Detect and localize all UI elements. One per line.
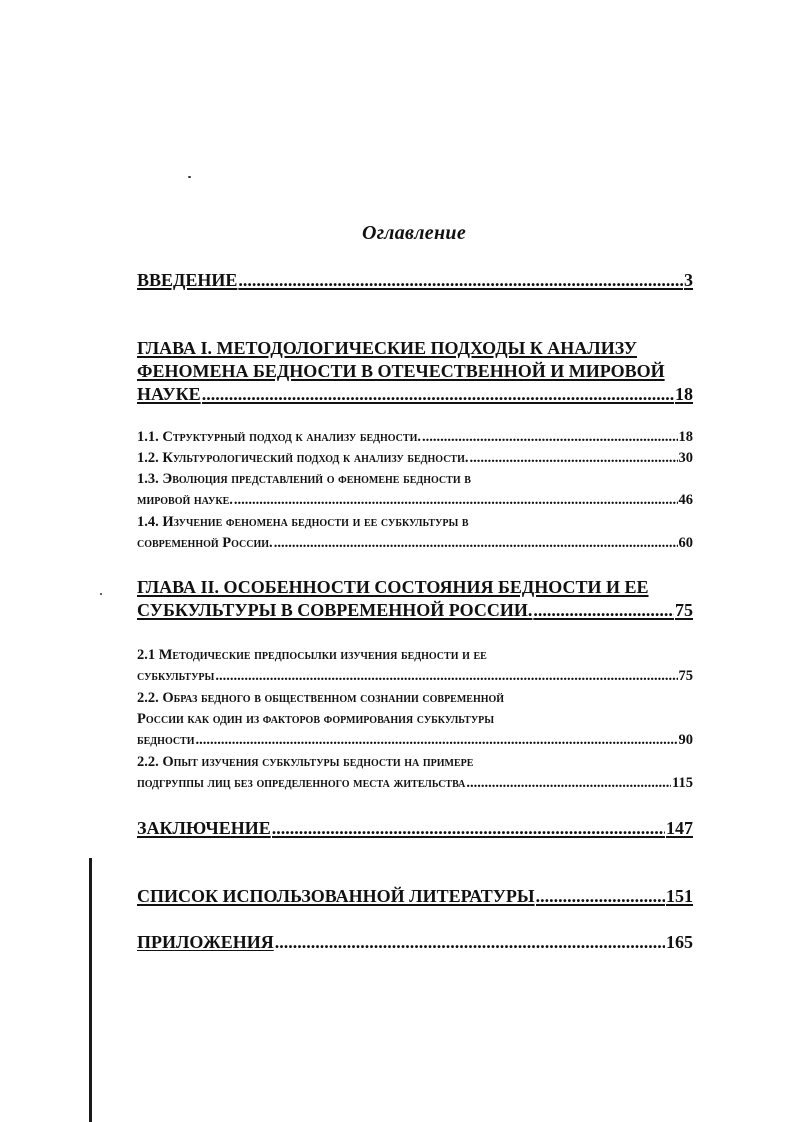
toc-entry-section-1-4[interactable]	[137, 512, 693, 554]
toc-page-number: 30	[678, 450, 693, 466]
toc-entry-text: 2.2. Опыт изучения субкультуры бедности на примере	[137, 754, 474, 770]
leader-dots	[466, 773, 671, 794]
leader-dots	[238, 269, 683, 292]
toc-entry-section-1-2[interactable]	[137, 448, 693, 469]
toc-entry-text: субкультуры	[137, 668, 215, 684]
toc-entry-chapter-1[interactable]	[137, 337, 693, 406]
toc-page-number: 75	[675, 600, 693, 620]
toc-entry-section-2-2-image[interactable]	[137, 688, 693, 751]
toc-page-number: 75	[678, 668, 693, 684]
toc-line	[137, 931, 693, 954]
scan-speck	[188, 176, 191, 178]
toc-line	[137, 599, 693, 622]
toc-page-number: 60	[678, 535, 693, 551]
toc-entry-text: ВВЕДЕНИЕ	[137, 270, 238, 290]
toc-entry-text: ГЛАВА II. ОСОБЕННОСТИ СОСТОЯНИЯ БЕДНОСТИ И ЕЕ	[137, 577, 649, 597]
toc-entry-text: 1.3. Эволюция представлений о феномене бедности в	[137, 471, 471, 487]
toc-entry-chapter-2[interactable]	[137, 576, 693, 622]
leader-dots	[422, 427, 678, 448]
toc-page-number: 18	[678, 429, 693, 445]
toc-title: Оглавление	[361, 222, 466, 244]
toc-entry-text: 1.4. Изучение феномена бедности и ее субкультуры в	[137, 514, 469, 530]
leader-dots	[275, 931, 665, 954]
toc-entry-section-2-1[interactable]	[137, 645, 693, 687]
toc-line	[137, 427, 693, 448]
leader-dots	[234, 490, 678, 511]
toc-entry-text: 2.1 Методические предпосылки изучения бедности и ее	[137, 647, 487, 663]
toc-entry-text: 1.2. Культурологический подход к анализу бедности.	[137, 450, 469, 466]
leader-dots	[533, 599, 674, 622]
toc-entry-text: СПИСОК ИСПОЛЬЗОВАННОЙ ЛИТЕРАТУРЫ	[137, 886, 535, 906]
toc-line	[137, 448, 693, 469]
toc-line	[137, 730, 693, 751]
scan-speck	[100, 593, 102, 595]
toc-entry-section-1-3[interactable]	[137, 469, 693, 511]
toc-entry-text: ГЛАВА I. МЕТОДОЛОГИЧЕСКИЕ ПОДХОДЫ К АНАЛИЗУ	[137, 338, 637, 358]
toc-entry-text: России как один из факторов формирования субкультуры	[137, 711, 495, 727]
toc-page-number: 18	[675, 384, 693, 404]
toc-entry-bibliography[interactable]	[137, 885, 693, 908]
leader-dots	[274, 533, 678, 554]
toc-entry-text: НАУКЕ	[137, 384, 201, 404]
toc-page-number: 3	[684, 270, 693, 290]
toc-line	[137, 490, 693, 511]
toc-entry-section-1-1[interactable]	[137, 427, 693, 448]
scan-edge-mark	[89, 858, 92, 1122]
toc-page-number: 147	[666, 818, 693, 838]
toc-line	[137, 666, 693, 687]
leader-dots	[536, 885, 665, 908]
toc-entry-text: бедности	[137, 732, 195, 748]
toc-entry-section-2-2-experience[interactable]	[137, 752, 693, 794]
toc-line	[137, 817, 693, 840]
toc-line	[137, 773, 693, 794]
toc-entry-text: мировой науке.	[137, 492, 233, 508]
toc-line	[137, 383, 693, 406]
toc-entry-text: ФЕНОМЕНА БЕДНОСТИ В ОТЕЧЕСТВЕННОЙ И МИРОВОЙ	[137, 361, 665, 381]
toc-line	[137, 885, 693, 908]
toc-entry-text: ПРИЛОЖЕНИЯ	[137, 932, 274, 952]
toc-entry-text: подгруппы лиц без определенного места жительства	[137, 775, 466, 791]
toc-entry-text: ЗАКЛЮЧЕНИЕ	[137, 818, 271, 838]
leader-dots	[470, 448, 678, 469]
leader-dots	[272, 817, 665, 840]
toc-entry-text: СУБКУЛЬТУРЫ В СОВРЕМЕННОЙ РОССИИ.	[137, 600, 533, 620]
toc-entry-text: современной России.	[137, 535, 273, 551]
leader-dots	[202, 383, 674, 406]
toc-entry-text: 2.2. Образ бедного в общественном сознании современной	[137, 690, 505, 706]
toc-entry-conclusion[interactable]	[137, 817, 693, 840]
toc-line	[137, 269, 693, 292]
toc-page-number: 90	[678, 732, 693, 748]
toc-entry-appendices[interactable]	[137, 931, 693, 954]
toc-entry-introduction[interactable]	[137, 269, 693, 292]
toc-page-number: 115	[672, 775, 693, 791]
toc-page-number: 46	[678, 492, 693, 508]
toc-line	[137, 533, 693, 554]
toc-entry-text: 1.1. Структурный подход к анализу бедности.	[137, 429, 421, 445]
toc-page-number: 165	[666, 932, 693, 952]
toc-page-number: 151	[666, 886, 693, 906]
leader-dots	[196, 730, 678, 751]
leader-dots	[215, 666, 677, 687]
